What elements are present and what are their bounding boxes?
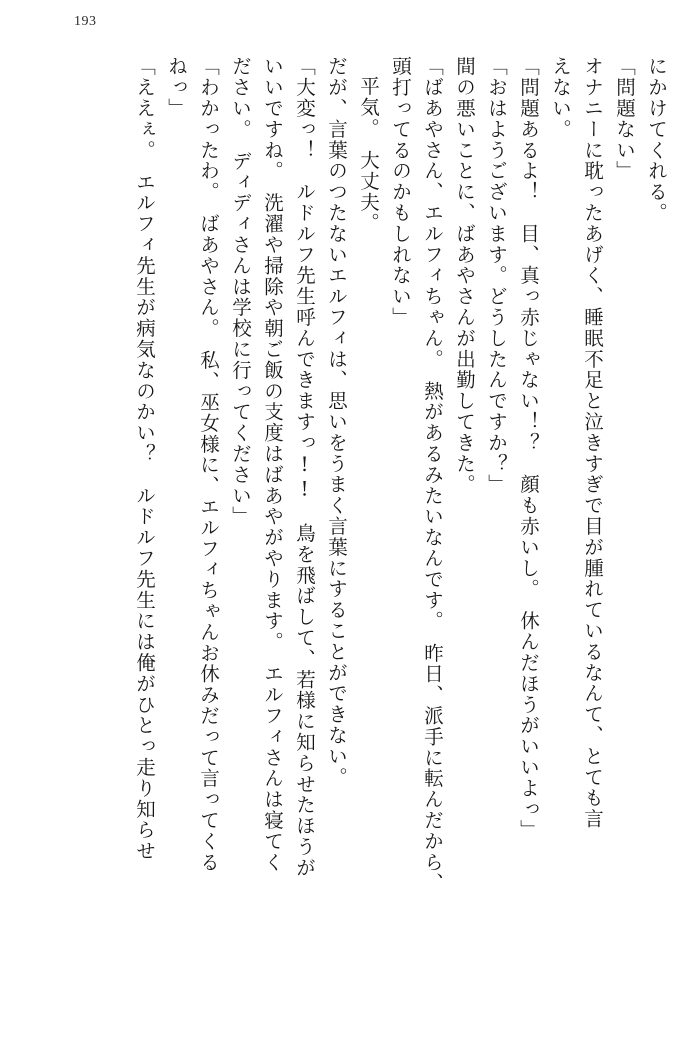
text-line: 「問題あるよ！ 目、真っ赤じゃない！？ 顔も赤いし。 休んだほうがいいよっ」 xyxy=(517,56,540,841)
text-line: 「おはようございます。どうしたんですか？」 xyxy=(485,56,508,495)
text-line: 間の悪いことに、ばあやさんが出勤してきた。 xyxy=(453,56,476,495)
text-line: だが、言葉のつたないエルフィは、思いをうまく言葉にすることができない。 xyxy=(325,56,348,788)
page-number: 193 xyxy=(74,14,97,29)
text-line: 「ええぇ。 エルフィ先生が病気なのかい？ ルドルフ先生には俺がひとっ走り知らせ xyxy=(133,56,156,862)
text-line: ださい。 ディディさんは学校に行ってください」 xyxy=(229,56,252,527)
text-line: えない。 xyxy=(549,56,572,140)
text-line: 「わかったわ。 ばあやさん。 私、巫女様に、エルフィちゃんお休みだって言ってくる xyxy=(197,56,220,873)
text-line: にかけてくれる。 xyxy=(645,56,668,224)
text-line: オナニーに耽ったあげく、睡眠不足と泣きすぎで目が腫れているなんて、とても言 xyxy=(581,56,604,830)
text-line: 頭打ってるのかもしれない」 xyxy=(389,56,412,328)
vertical-text-block xyxy=(34,56,666,1006)
text-line: 平気。 大丈夫。 xyxy=(357,76,380,234)
text-line: ねっ」 xyxy=(165,56,188,119)
text-line: 「大変っ！ ルドルフ先生呼んできますっ!! 鳥を飛ばして、若様に知らせたほうが xyxy=(293,56,316,879)
text-line: 「ばあやさん、エルフィちゃん。 熱があるみたいなんです。 昨日、派手に転んだから、 xyxy=(421,56,444,894)
text-line: 「問題ない」 xyxy=(613,56,636,182)
text-line: いいですね。 洗濯や掃除や朝ご飯の支度はばあやがやります。 エルフィさんは寝てく xyxy=(261,56,284,873)
